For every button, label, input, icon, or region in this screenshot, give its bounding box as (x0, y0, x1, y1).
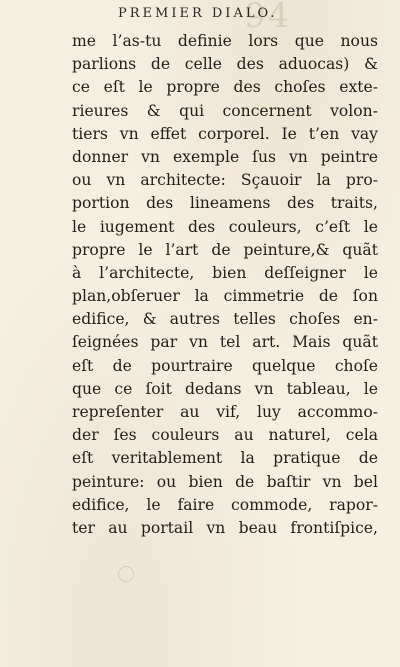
paper-stain (118, 566, 134, 582)
text-line: à l’architecte, bien deſſeigner le (72, 263, 378, 282)
text-line: me l’as-tu definie lors que nous (72, 32, 378, 50)
body-text (72, 30, 378, 540)
text-line: portion des lineamens des traits, (72, 194, 378, 213)
text-line: ou vn architecte: Sçauoir la pro- (72, 171, 378, 190)
text-line: parlions de celle des aduocas) & (72, 55, 378, 74)
text-line: tiers vn effet corporel. Ie t’en vay (72, 124, 378, 143)
text-line: repreſenter au vif, luy accommo- (72, 403, 378, 421)
bleed-through-page-number: 94 (244, 0, 292, 36)
text-line: eſt veritablement la pratique de (72, 449, 378, 468)
text-line: plan,obſeruer la cimmetrie de ſon (72, 287, 378, 306)
text-line: rieures & qui concernent volon- (72, 101, 378, 120)
text-line: que ce ſoit dedans vn tableau, le (72, 379, 378, 398)
text-line: le iugement des couleurs, c’eſt le (72, 217, 378, 236)
running-title: PREMIER DIALO. (118, 6, 278, 21)
text-line: propre le l’art de peinture,& quãt (72, 240, 378, 259)
text-line: donner vn exemple ſus vn peintre (72, 147, 378, 166)
text-line: eſt de pourtraire quelque choſe (72, 356, 378, 375)
text-line: peinture: ou bien de baſtir vn bel (72, 472, 378, 491)
text-line: ter au portail vn beau frontiſpice, (72, 518, 378, 537)
text-line: der ſes couleurs au naturel, cela (72, 426, 378, 445)
text-line: edifice, le faire commode, rapor- (72, 495, 378, 514)
text-line: ce eſt le propre des choſes exte- (72, 78, 378, 97)
text-line: edifice, & autres telles choſes en- (72, 310, 378, 329)
text-line: ſeignées par vn tel art. Mais quãt (72, 333, 378, 352)
